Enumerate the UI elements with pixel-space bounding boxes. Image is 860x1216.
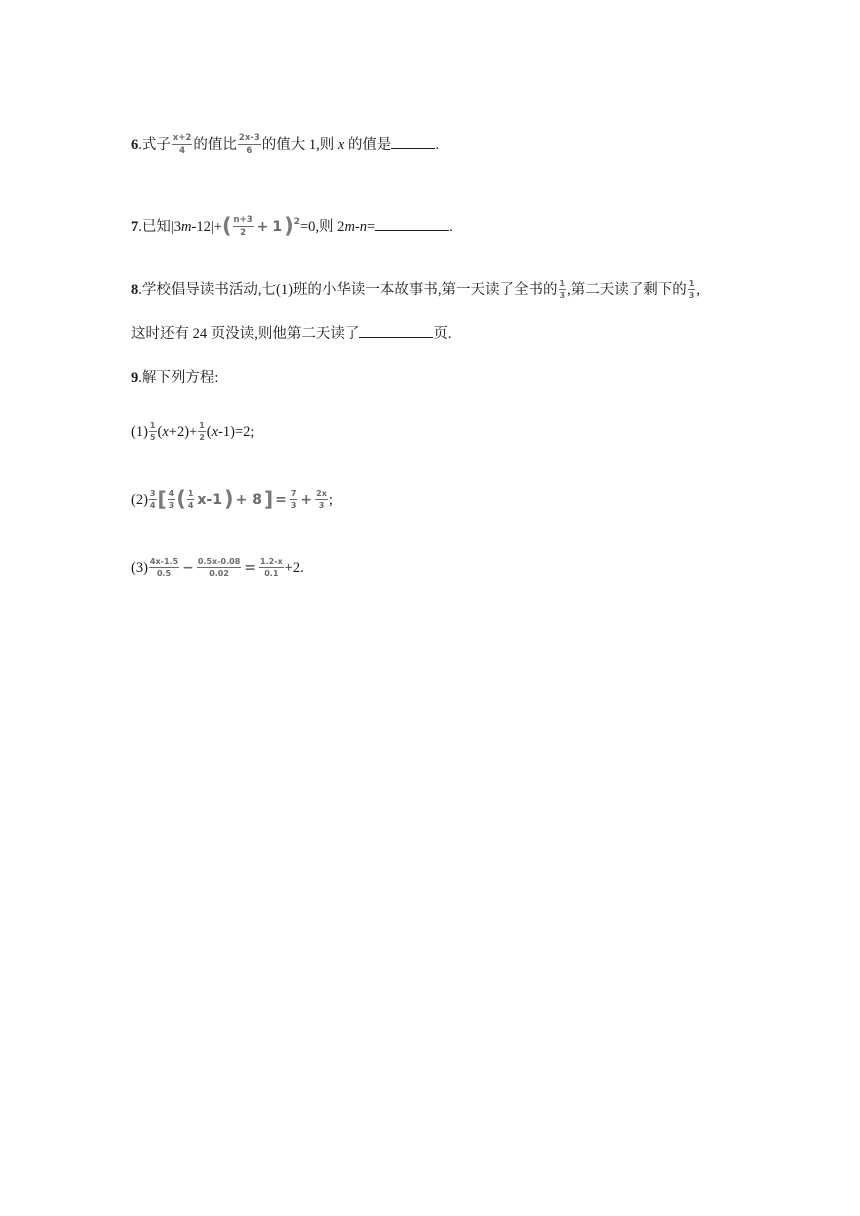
fraction: $\frac{1}{3}$ <box>559 279 566 301</box>
question-number: 7 <box>131 219 139 235</box>
question-7: 7.已知|3m-12|+( $\frac{n+3}{2}$ + 1)$^2$=0,则 2m-n= . <box>131 213 453 239</box>
right-bracket: ] <box>263 486 274 511</box>
right-paren: ) <box>284 213 294 238</box>
fraction: $\frac{2x}{3}$ <box>316 489 327 511</box>
fraction: $\frac{3}{4}$ <box>149 489 156 511</box>
fraction: $\frac{4x-1.5}{0.5}$ <box>149 557 179 579</box>
equation-2: (2) $\frac{3}{4}$ [ $\frac{4}{3}$ ( $\frac{1}{4}$ x-1) + 8 ] = $\frac{7}{3}$ + $\frac{2x}{3}$ ; <box>131 486 333 511</box>
question-6: 6.式子 $\frac{x+2}{4}$ 的值比 $\frac{2x-3}{6}$ 的值大 1,则 x 的值是 . <box>131 133 440 157</box>
question-number: 6 <box>131 137 139 153</box>
question-text: .式子 <box>138 137 171 153</box>
question-number: 9 <box>131 370 139 386</box>
exponent: 2 <box>293 217 300 227</box>
fraction: $\frac{1}{4}$ <box>187 489 194 511</box>
equation-1: (1) $\frac{1}{5}$ (x+2)+ $\frac{1}{2}$ (x-1)=2; <box>131 421 255 443</box>
question-9: 9.解下列方程: <box>131 370 219 386</box>
left-paren: ( <box>221 213 232 238</box>
equation-3: (3) $\frac{4x-1.5}{0.5}$ − $\frac{0.5x-0.08}{0.02}$ = $\frac{1.2-x}{0.1}$ +2. <box>131 557 304 579</box>
equation-label: (3) <box>131 560 148 576</box>
answer-blank <box>375 216 449 231</box>
fraction: $\frac{2x-3}{6}$ <box>238 133 260 157</box>
question-8-line-2: 这时还有 24 页没读,则他第二天读了 页. <box>131 323 452 344</box>
fraction: $\frac{4}{3}$ <box>168 489 175 511</box>
answer-blank <box>391 134 435 149</box>
fraction: $\frac{1}{5}$ <box>149 421 156 443</box>
left-bracket: [ <box>157 486 167 511</box>
question-8: 8.学校倡导读书活动,七(1)班的小华读一本故事书,第一天读了全书的 $\frac{1}{3}$ ,第二天读了剩下的 $\frac{1}{3}$ , <box>131 279 700 301</box>
fraction: $\frac{1}{3}$ <box>688 279 695 301</box>
fraction: $\frac{0.5x-0.08}{0.02}$ <box>197 557 241 579</box>
equation-label: (2) <box>131 492 148 508</box>
fraction: $\frac{n+3}{2}$ <box>233 215 253 239</box>
answer-blank <box>359 323 433 338</box>
equation-label: (1) <box>131 424 148 440</box>
fraction: $\frac{x+2}{4}$ <box>172 133 192 157</box>
left-paren: ( <box>176 486 186 511</box>
right-paren: ) <box>224 486 234 511</box>
variable: x <box>337 137 345 153</box>
fraction: $\frac{7}{3}$ <box>290 489 297 511</box>
fraction: $\frac{1}{2}$ <box>199 421 205 443</box>
fraction: $\frac{1.2-x}{0.1}$ <box>260 557 283 579</box>
question-number: 8 <box>131 282 139 298</box>
